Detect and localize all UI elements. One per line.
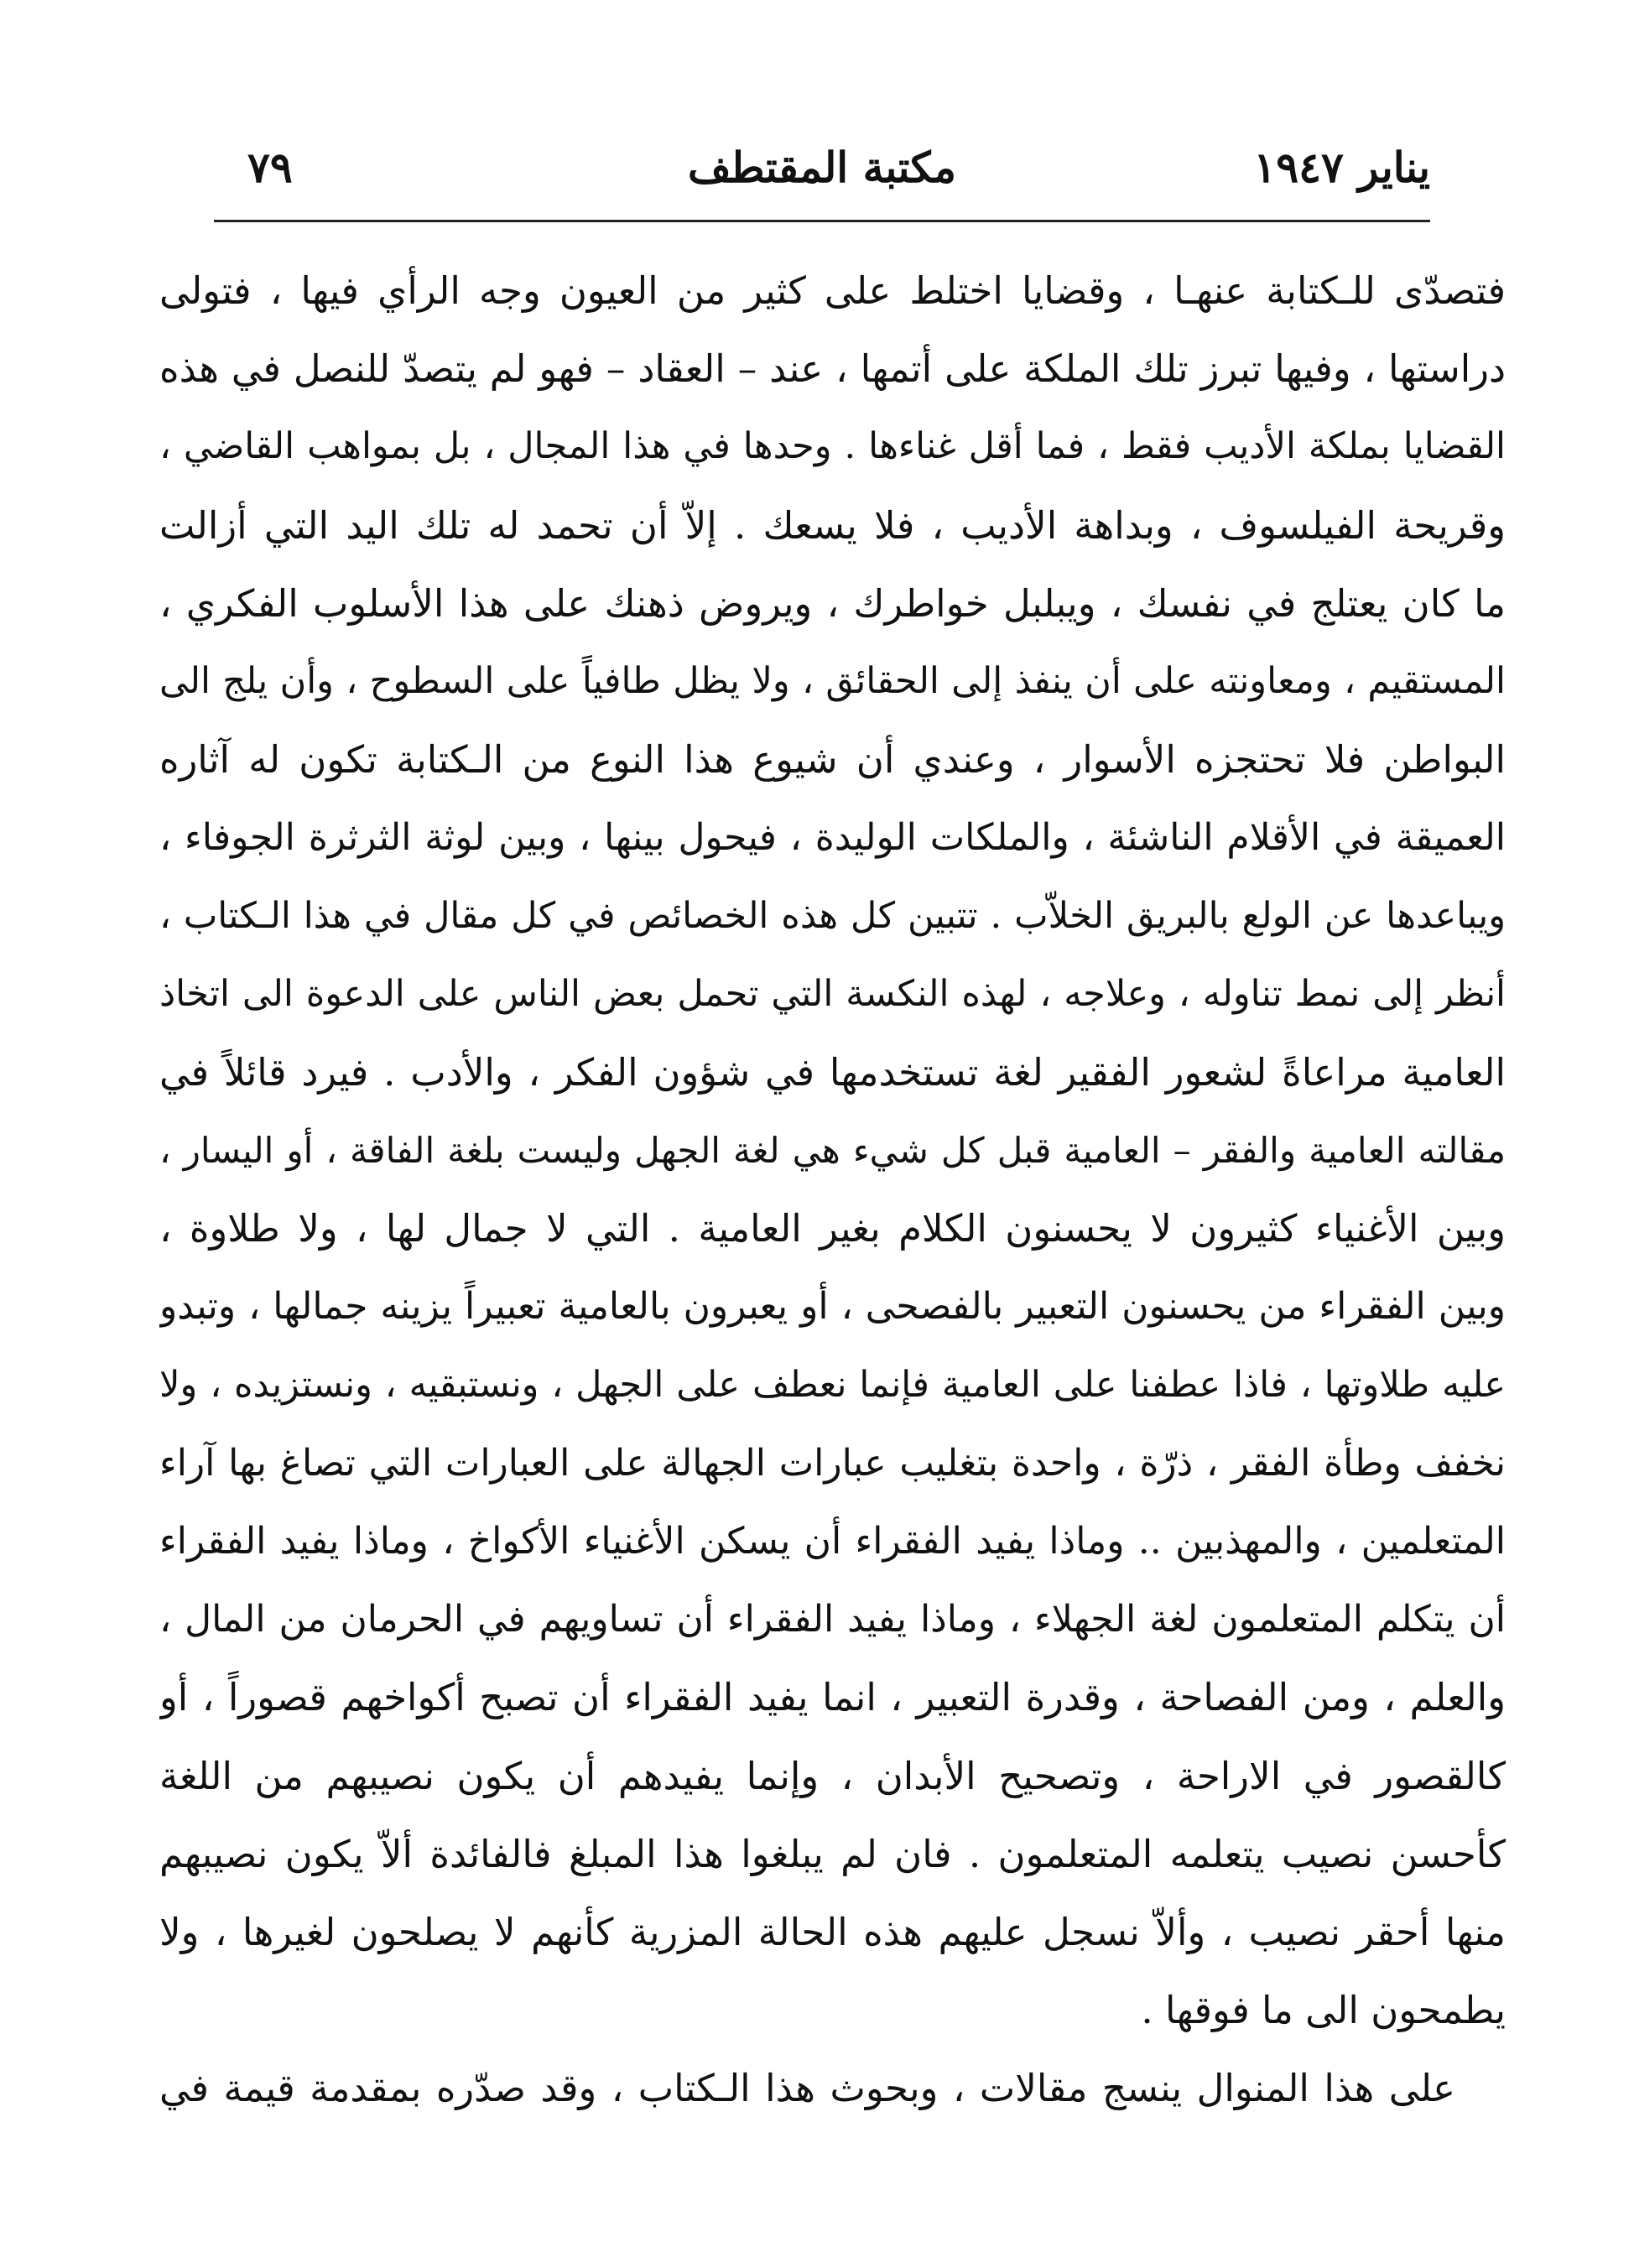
text-line: المتعلمين ، والمهذبين .. وماذا يفيد الفقراء أن يسكن الأغنياء الأكواخ ، وماذا يفيد الفقراء [159, 1520, 1506, 1563]
text-line: وبين الأغنياء كثيرون لا يحسنون الكلام بغير العامية . التي لا جمال لها ، ولا طلاوة ، [159, 1206, 1506, 1251]
paragraph-start-line: على هذا المنوال ينسج مقالات ، وبحوث هذا الـكتاب ، وقد صدّره بمقدمة قيمة في [159, 2066, 1455, 2111]
text-line: ما كان يعتلج في نفسك ، ويبلبل خواطرك ، ويروض ذهنك على هذا الأسلوب الفكري ، [159, 580, 1506, 626]
text-line: مقالته العامية والفقر – العامية قبل كل شيء هي لغة الجهل وليست بلغة الفاقة ، أو اليسار ، [159, 1130, 1506, 1172]
text-line: كالقصور في الاراحة ، وتصحيح الأبدان ، وإنما يفيدهم أن يكون نصيبهم من اللغة [159, 1753, 1506, 1798]
text-line: أن يتكلم المتعلمون لغة الجهلاء ، وماذا يفيد الفقراء أن تساويهم في الحرمان من المال ، [159, 1598, 1506, 1641]
text-line: فتصدّى للـكتابة عنهـا ، وقضايا اختلط على كثير من العيون وجه الرأي فيها ، فتولى [159, 268, 1506, 313]
text-line: عليه طلاوتها ، فاذا عطفنا على العامية فإنما نعطف على الجهل ، ونستبقيه ، ونستزيده ، ولا [159, 1363, 1506, 1406]
body-text [159, 252, 1506, 2128]
text-line: ويباعدها عن الولع بالبريق الخلاّب . تتبين كل هذه الخصائص في كل مقال في هذا الـكتاب ، [159, 894, 1506, 937]
paragraph-end-line: يطمحون الى ما فوقها . [1141, 1988, 1506, 2033]
text-line: والعلم ، ومن الفصاحة ، وقدرة التعبير ، انما يفيد الفقراء أن تصبح أكواخهم قصوراً ، أو [159, 1675, 1506, 1720]
text-line: العميقة في الأقلام الناشئة ، والملكات الوليدة ، فيحول بينها ، وبين لوثة الثرثرة الجوفاء ، [159, 816, 1506, 860]
text-line: المستقيم ، ومعاونته على أن ينفذ إلى الحقائق ، ولا يظل طافياً على السطوح ، وأن يلج الى [159, 659, 1506, 702]
text-line: البواطن فلا تحتجزه الأسوار ، وعندي أن شيوع هذا النوع من الـكتابة تكون له آثاره [159, 737, 1506, 783]
text-line: وبين الفقراء من يحسنون التعبير بالفصحى ، أو يعبرون بالعامية تعبيراً يزينه جمالها ، وتبدو [159, 1285, 1506, 1329]
text-line: نخفف وطأة الفقر ، ذرّة ، واحدة بتغليب عبارات الجهالة على العبارات التي تصاغ بها آراء [159, 1441, 1506, 1485]
header-rule [214, 220, 1430, 222]
text-line: القضايا بملكة الأديب فقط ، فما أقل غناءها . وحدها في هذا المجال ، بل بمواهب القاضي ، [159, 425, 1506, 468]
text-line: كأحسن نصيب يتعلمه المتعلمون . فان لم يبلغوا هذا المبلغ فالفائدة ألاّ يكون نصيبهم [159, 1831, 1506, 1876]
header-title: مكتبة المقتطف [688, 143, 956, 192]
header-date: يناير ١٩٤٧ [1253, 143, 1430, 192]
text-line: منها أحقر نصيب ، وألاّ نسجل عليهم هذه الحالة المزرية كأنهم لا يصلحون لغيرها ، ولا [159, 1909, 1506, 1954]
text-line: أنظر إلى نمط تناوله ، وعلاجه ، لهذه النكسة التي تحمل بعض الناس على الدعوة الى اتخاذ [159, 972, 1506, 1015]
text-line: دراستها ، وفيها تبرز تلك الملكة على أتمها ، عند – العقاد – فهو لم يتصدّ للنصل في هذه [159, 346, 1506, 392]
page-number: ٧٩ [247, 143, 293, 192]
running-header [214, 126, 1430, 201]
text-line: وقريحة الفيلسوف ، وبداهة الأديب ، فلا يسعك . إلاّ أن تحمد له تلك اليد التي أزالت [159, 502, 1506, 548]
text-line: العامية مراعاةً لشعور الفقير لغة تستخدمها في شؤون الفكر ، والأدب . فيرد قائلاً في [159, 1049, 1506, 1095]
